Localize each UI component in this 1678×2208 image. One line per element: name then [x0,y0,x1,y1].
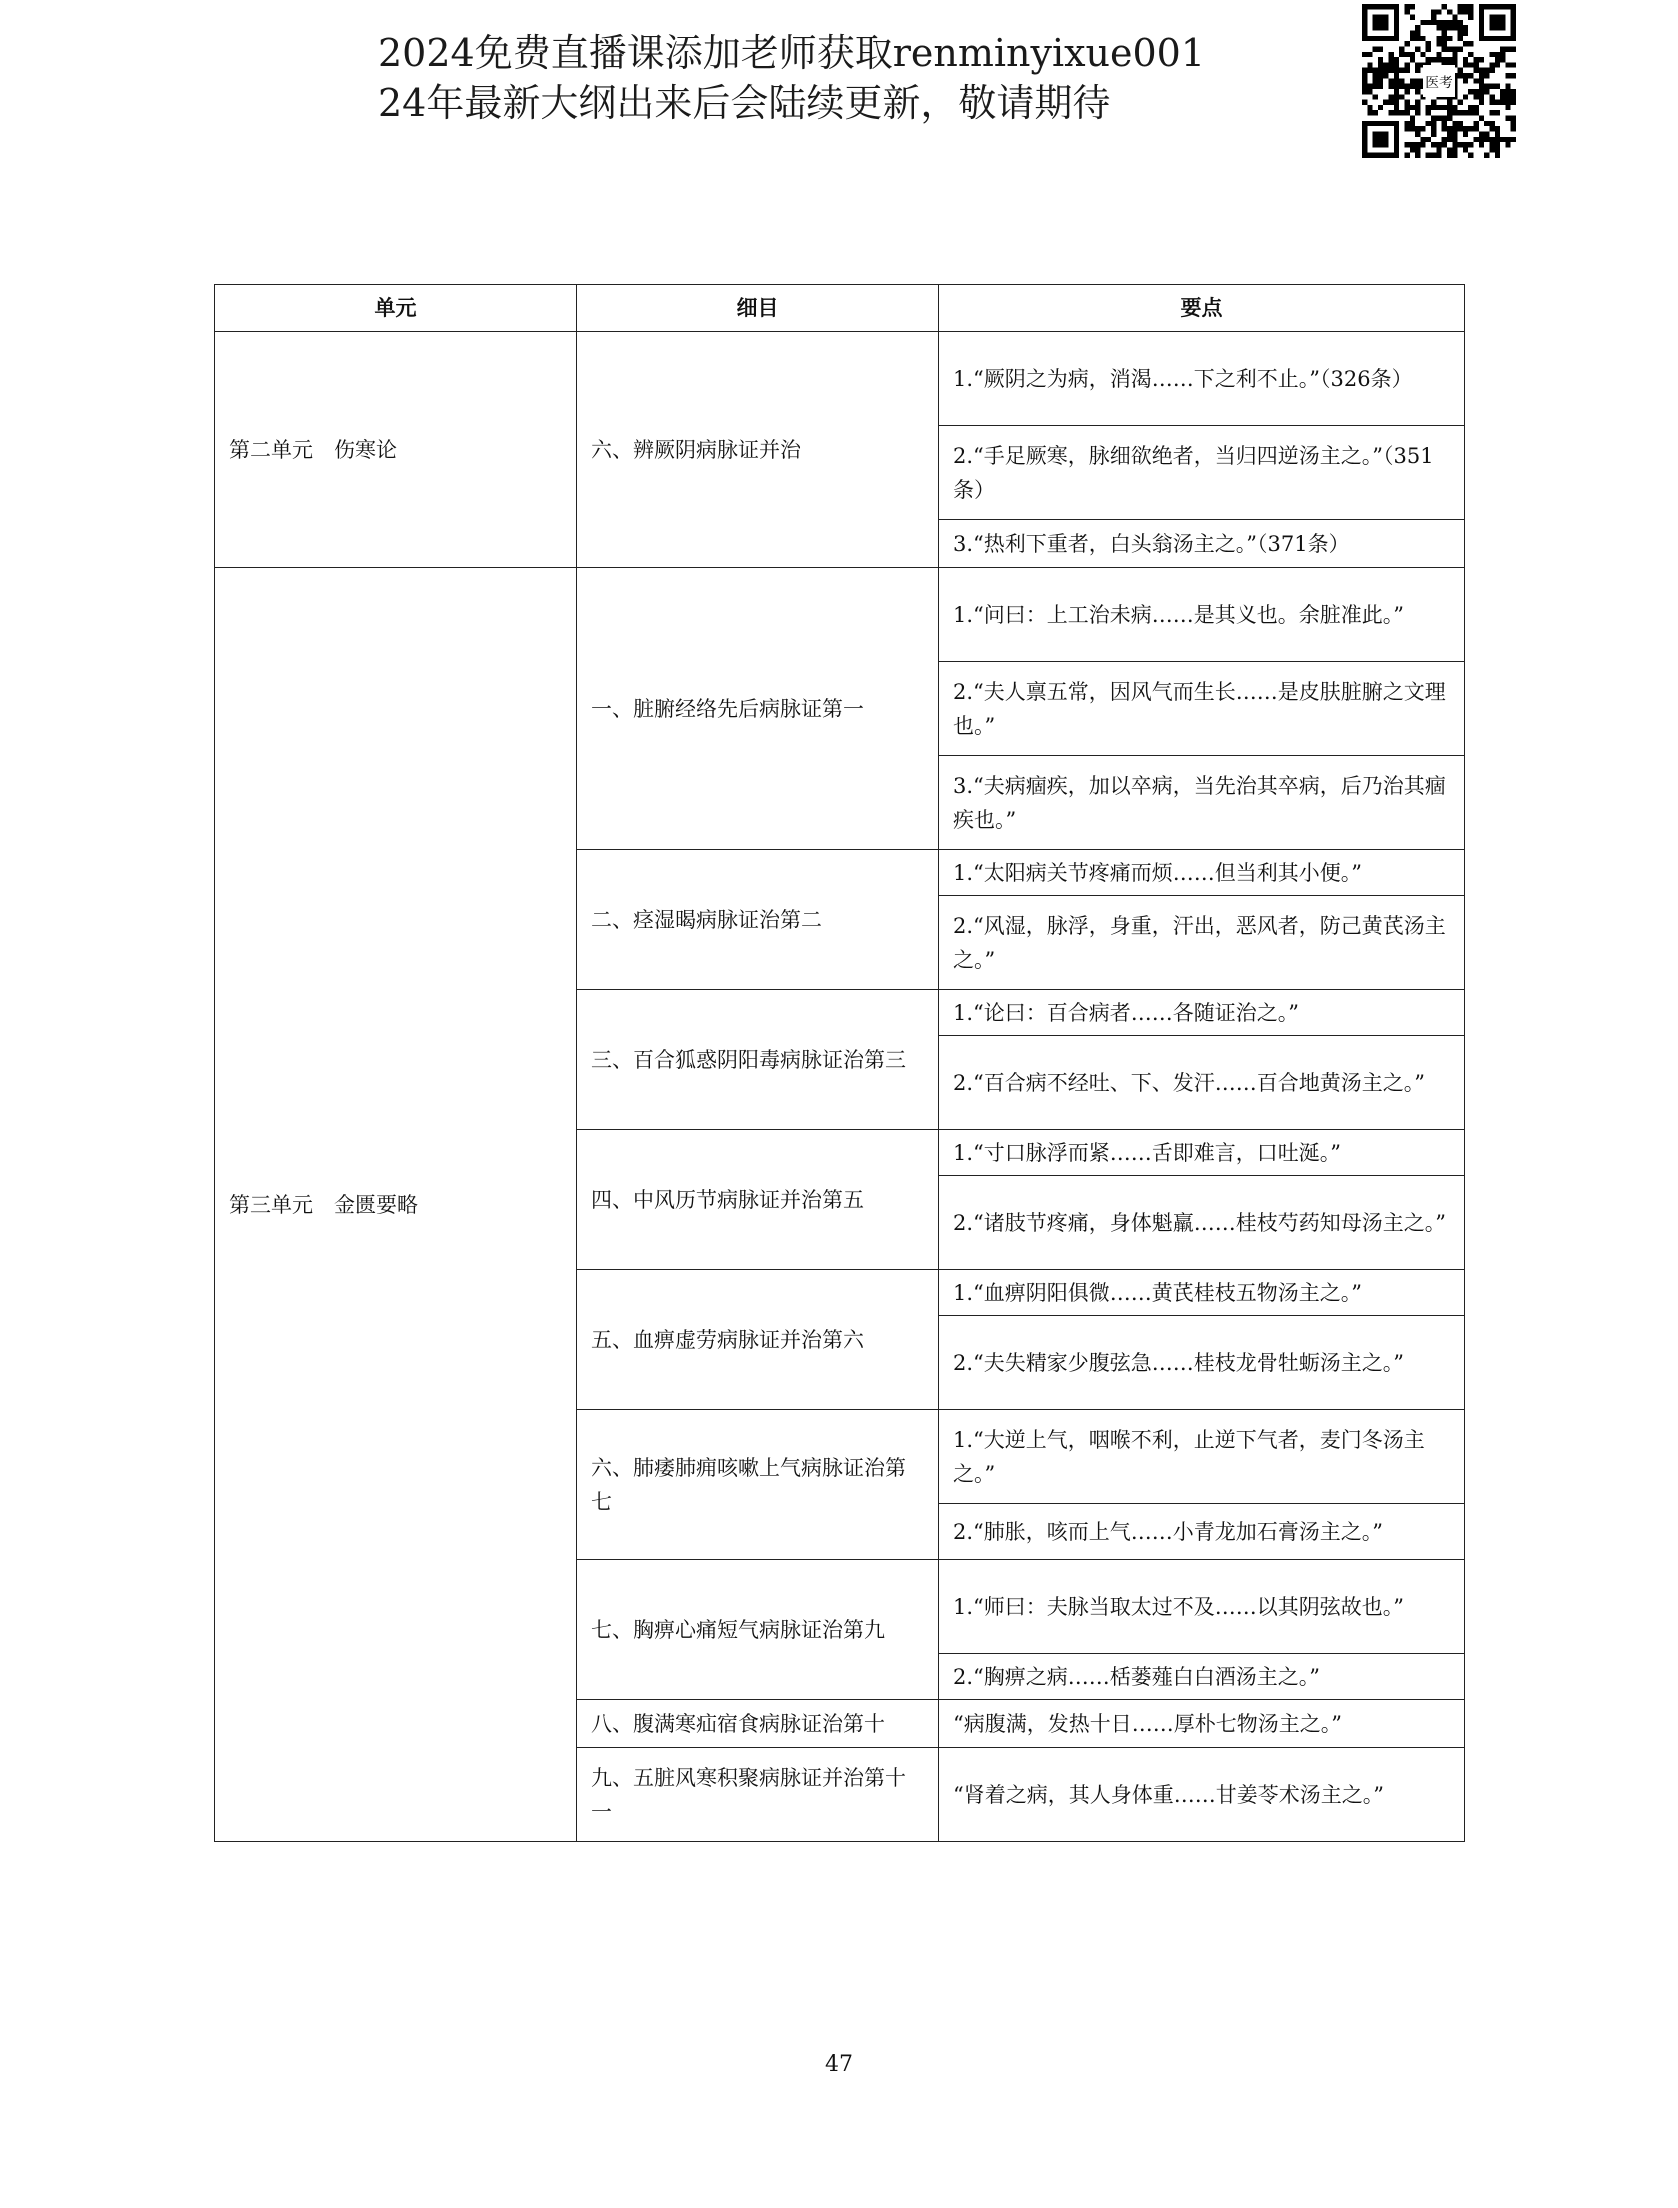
point-cell: 2.“百合病不经吐、下、发汗……百合地黄汤主之。” [939,1036,1465,1130]
header-line-2: 24年最新大纲出来后会陆续更新，敬请期待 [378,81,1111,125]
point-cell: 1.“师曰：夫脉当取太过不及……以其阴弦故也。” [939,1560,1465,1654]
item-cell: 三、百合狐惑阴阳毒病脉证治第三 [577,990,939,1130]
point-cell: 2.“肺胀，咳而上气……小青龙加石膏汤主之。” [939,1504,1465,1560]
qr-badge-text: 医考 [1425,74,1453,91]
item-cell: 八、腹满寒疝宿食病脉证治第十 [577,1700,939,1748]
point-cell: “病腹满，发热十日……厚朴七物汤主之。” [939,1700,1465,1748]
header-points: 要点 [939,285,1465,332]
point-cell: 1.“厥阴之为病，消渴……下之利不止。”（326条） [939,332,1465,426]
point-cell: 2.“手足厥寒，脉细欲绝者，当归四逆汤主之。”（351条） [939,426,1465,520]
qr-code-pattern [1362,4,1516,158]
header-item: 细目 [577,285,939,332]
point-cell: 2.“夫人禀五常，因风气而生长……是皮肤脏腑之文理也。” [939,662,1465,756]
header-line-1: 2024免费直播课添加老师获取renminyixue001 [378,31,1206,75]
item-cell: 六、辨厥阴病脉证并治 [577,332,939,568]
syllabus-table [214,284,1465,1842]
point-cell: 1.“论曰：百合病者……各随证治之。” [939,990,1465,1036]
unit-cell: 第三单元 金匮要略 [215,568,577,1842]
item-cell: 四、中风历节病脉证并治第五 [577,1130,939,1270]
table-row [215,568,1465,662]
point-cell: 1.“寸口脉浮而紧……舌即难言，口吐涎。” [939,1130,1465,1176]
page-header [378,28,1205,128]
point-cell: 1.“太阳病关节疼痛而烦……但当利其小便。” [939,850,1465,896]
item-cell: 五、血痹虚劳病脉证并治第六 [577,1270,939,1410]
qr-code-image [1362,4,1516,158]
page-number: 47 [825,2052,853,2077]
point-cell: 2.“胸痹之病……栝蒌薤白白酒汤主之。” [939,1654,1465,1700]
table-header-row [215,285,1465,332]
point-cell: 2.“诸肢节疼痛，身体魁羸……桂枝芍药知母汤主之。” [939,1176,1465,1270]
item-cell: 九、五脏风寒积聚病脉证并治第十一 [577,1748,939,1842]
item-cell: 二、痉湿暍病脉证治第二 [577,850,939,990]
item-cell: 七、胸痹心痛短气病脉证治第九 [577,1560,939,1700]
point-cell: 1.“问曰：上工治未病……是其义也。余脏准此。” [939,568,1465,662]
item-cell: 六、肺痿肺痈咳嗽上气病脉证治第七 [577,1410,939,1560]
item-cell: 一、脏腑经络先后病脉证第一 [577,568,939,850]
point-cell: 1.“血痹阴阳俱微……黄芪桂枝五物汤主之。” [939,1270,1465,1316]
point-cell: 3.“热利下重者，白头翁汤主之。”（371条） [939,520,1465,568]
point-cell: “肾着之病，其人身体重……甘姜苓术汤主之。” [939,1748,1465,1842]
table-row [215,332,1465,426]
point-cell: 3.“夫病痼疾，加以卒病，当先治其卒病，后乃治其痼疾也。” [939,756,1465,850]
point-cell: 2.“夫失精家少腹弦急……桂枝龙骨牡蛎汤主之。” [939,1316,1465,1410]
unit-cell: 第二单元 伤寒论 [215,332,577,568]
point-cell: 1.“大逆上气，咽喉不利，止逆下气者，麦门冬汤主之。” [939,1410,1465,1504]
header-unit: 单元 [215,285,577,332]
point-cell: 2.“风湿，脉浮，身重，汗出，恶风者，防己黄芪汤主之。” [939,896,1465,990]
